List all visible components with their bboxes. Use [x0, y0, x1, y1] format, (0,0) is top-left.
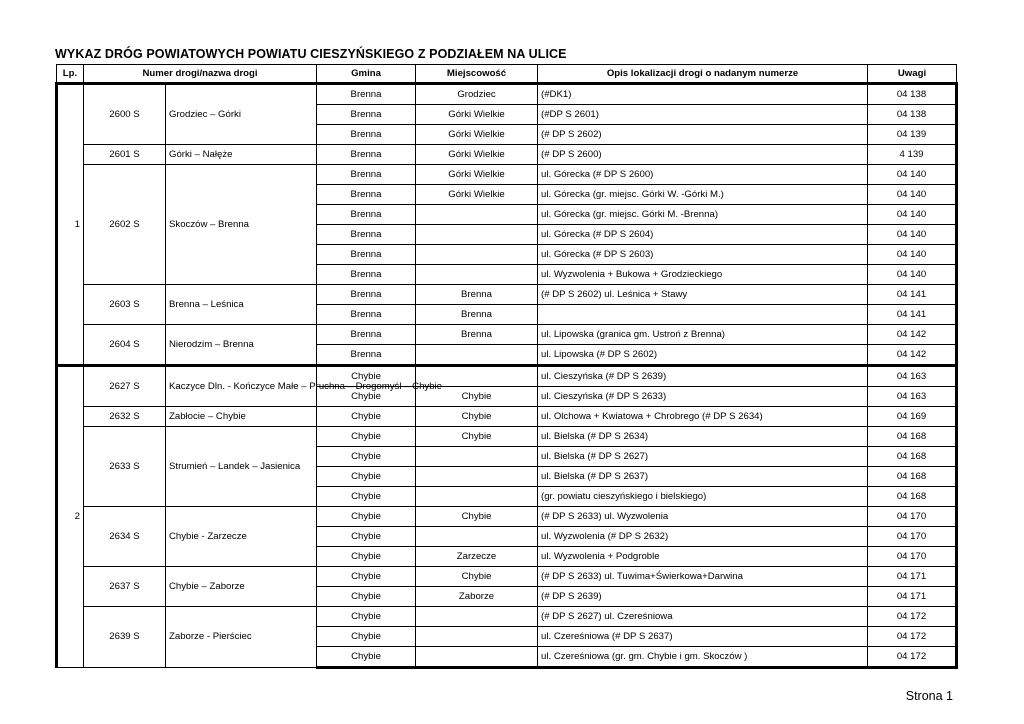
miejscowosc-cell: Chybie	[416, 507, 538, 527]
uwagi-cell: 04 169	[868, 407, 957, 427]
opis-cell: ul. Bielska (# DP S 2634)	[538, 427, 868, 447]
table-row	[57, 145, 957, 165]
gmina-cell: Chybie	[317, 587, 416, 607]
miejscowosc-cell	[416, 345, 538, 366]
opis-cell: ul. Górecka (gr. miejsc. Górki W. -Górki M.)	[538, 185, 868, 205]
opis-cell: ul. Olchowa + Kwiatowa + Chrobrego (# DP S 2634)	[538, 407, 868, 427]
lp-cell: 2	[57, 366, 84, 668]
opis-cell: ul. Wyzwolenia + Bukowa + Grodzieckiego	[538, 265, 868, 285]
table-row	[57, 366, 957, 387]
gmina-cell: Chybie	[317, 507, 416, 527]
road-number-cell: 2601 S	[84, 145, 166, 165]
uwagi-cell: 04 170	[868, 507, 957, 527]
miejscowosc-cell: Górki Wielkie	[416, 145, 538, 165]
uwagi-cell: 04 163	[868, 366, 957, 387]
gmina-cell: Brenna	[317, 265, 416, 285]
opis-cell: ul. Czereśniowa (gr. gm. Chybie i gm. Skoczów )	[538, 647, 868, 668]
gmina-cell: Chybie	[317, 527, 416, 547]
road-name-cell: Chybie – Zaborze	[166, 567, 317, 607]
opis-cell	[538, 305, 868, 325]
uwagi-cell: 04 140	[868, 185, 957, 205]
miejscowosc-cell: Chybie	[416, 387, 538, 407]
uwagi-cell: 04 142	[868, 345, 957, 366]
gmina-cell: Chybie	[317, 387, 416, 407]
uwagi-cell: 04 139	[868, 125, 957, 145]
miejscowosc-cell	[416, 487, 538, 507]
road-number-cell: 2604 S	[84, 325, 166, 366]
uwagi-cell: 04 138	[868, 84, 957, 105]
uwagi-cell: 04 170	[868, 527, 957, 547]
header-lp: Lp.	[57, 65, 84, 84]
road-number-cell: 2627 S	[84, 366, 166, 407]
uwagi-cell: 04 168	[868, 467, 957, 487]
road-name-cell: Brenna – Leśnica	[166, 285, 317, 325]
road-name-cell: Zaborze - Pierściec	[166, 607, 317, 668]
road-number-cell: 2602 S	[84, 165, 166, 285]
opis-cell: ul. Cieszyńska (# DP S 2639)	[538, 366, 868, 387]
miejscowosc-cell: Górki Wielkie	[416, 125, 538, 145]
gmina-cell: Brenna	[317, 165, 416, 185]
table-row	[57, 325, 957, 345]
opis-cell: ul. Górecka (# DP S 2600)	[538, 165, 868, 185]
uwagi-cell: 4 139	[868, 145, 957, 165]
opis-cell: ul. Wyzwolenia (# DP S 2632)	[538, 527, 868, 547]
opis-cell: (# DP S 2627) ul. Czereśniowa	[538, 607, 868, 627]
miejscowosc-cell	[416, 205, 538, 225]
road-name-cell: Grodziec – Górki	[166, 84, 317, 145]
uwagi-cell: 04 171	[868, 587, 957, 607]
miejscowosc-cell	[416, 447, 538, 467]
gmina-cell: Chybie	[317, 607, 416, 627]
gmina-cell: Chybie	[317, 447, 416, 467]
gmina-cell: Chybie	[317, 647, 416, 668]
page-number: Strona 1	[905, 689, 953, 703]
opis-cell: (# DP S 2633) ul. Tuwima+Świerkowa+Darwina	[538, 567, 868, 587]
uwagi-cell: 04 140	[868, 225, 957, 245]
uwagi-cell: 04 172	[868, 627, 957, 647]
uwagi-cell: 04 172	[868, 647, 957, 668]
uwagi-cell: 04 140	[868, 265, 957, 285]
opis-cell: ul. Górecka (# DP S 2603)	[538, 245, 868, 265]
road-name-cell: Zabłocie – Chybie	[166, 407, 317, 427]
road-name-cell: Kaczyce Dln. - Kończyce Małe – Pruchna – Drogomyśl – Chybie	[166, 366, 317, 407]
header-opis: Opis lokalizacji drogi o nadanym numerze	[538, 65, 868, 84]
miejscowosc-cell: Górki Wielkie	[416, 185, 538, 205]
gmina-cell: Brenna	[317, 345, 416, 366]
miejscowosc-cell: Grodziec	[416, 84, 538, 105]
gmina-cell: Brenna	[317, 105, 416, 125]
gmina-cell: Brenna	[317, 225, 416, 245]
uwagi-cell: 04 163	[868, 387, 957, 407]
road-number-cell: 2639 S	[84, 607, 166, 668]
uwagi-cell: 04 138	[868, 105, 957, 125]
uwagi-cell: 04 172	[868, 607, 957, 627]
miejscowosc-cell	[416, 467, 538, 487]
table-row	[57, 84, 957, 105]
uwagi-cell: 04 171	[868, 567, 957, 587]
gmina-cell: Brenna	[317, 125, 416, 145]
road-name-cell: Strumień – Landek – Jasienica	[166, 427, 317, 507]
opis-cell: (# DP S 2602) ul. Leśnica + Stawy	[538, 285, 868, 305]
table-row	[57, 427, 957, 447]
gmina-cell: Brenna	[317, 145, 416, 165]
road-name-cell: Nierodzim – Brenna	[166, 325, 317, 366]
opis-cell: (# DP S 2600)	[538, 145, 868, 165]
opis-cell: ul. Lipowska (granica gm. Ustroń z Brenna)	[538, 325, 868, 345]
lp-cell: 1	[57, 84, 84, 366]
header-miejscowosc: Miejscowość	[416, 65, 538, 84]
uwagi-cell: 04 142	[868, 325, 957, 345]
miejscowosc-cell	[416, 265, 538, 285]
opis-cell: ul. Lipowska (# DP S 2602)	[538, 345, 868, 366]
table-row	[57, 407, 957, 427]
gmina-cell: Brenna	[317, 84, 416, 105]
opis-cell: (#DK1)	[538, 84, 868, 105]
miejscowosc-cell: Brenna	[416, 325, 538, 345]
uwagi-cell: 04 170	[868, 547, 957, 567]
miejscowosc-cell: Zaborze	[416, 587, 538, 607]
uwagi-cell: 04 140	[868, 245, 957, 265]
opis-cell: ul. Górecka (gr. miejsc. Górki M. -Brenna)	[538, 205, 868, 225]
uwagi-cell: 04 140	[868, 165, 957, 185]
miejscowosc-cell	[416, 647, 538, 668]
table-header-row	[57, 65, 957, 84]
uwagi-cell: 04 168	[868, 487, 957, 507]
table-row	[57, 567, 957, 587]
opis-cell: (# DP S 2633) ul. Wyzwolenia	[538, 507, 868, 527]
opis-cell: ul. Bielska (# DP S 2627)	[538, 447, 868, 467]
header-uwagi: Uwagi	[868, 65, 957, 84]
opis-cell: ul. Wyzwolenia + Podgroble	[538, 547, 868, 567]
table-row	[57, 607, 957, 627]
miejscowosc-cell	[416, 527, 538, 547]
gmina-cell: Brenna	[317, 285, 416, 305]
miejscowosc-cell: Chybie	[416, 427, 538, 447]
opis-cell: (#DP S 2601)	[538, 105, 868, 125]
miejscowosc-cell: Górki Wielkie	[416, 105, 538, 125]
table-row	[57, 507, 957, 527]
gmina-cell: Chybie	[317, 366, 416, 387]
miejscowosc-cell	[416, 245, 538, 265]
road-number-cell: 2634 S	[84, 507, 166, 567]
roads-table	[55, 64, 958, 669]
table-body	[57, 84, 957, 668]
gmina-cell: Chybie	[317, 487, 416, 507]
opis-cell: ul. Górecka (# DP S 2604)	[538, 225, 868, 245]
miejscowosc-cell	[416, 225, 538, 245]
gmina-cell: Chybie	[317, 467, 416, 487]
road-number-cell: 2633 S	[84, 427, 166, 507]
opis-cell: ul. Czereśniowa (# DP S 2637)	[538, 627, 868, 647]
opis-cell: ul. Bielska (# DP S 2637)	[538, 467, 868, 487]
gmina-cell: Brenna	[317, 245, 416, 265]
table-row	[57, 285, 957, 305]
gmina-cell: Brenna	[317, 305, 416, 325]
gmina-cell: Chybie	[317, 407, 416, 427]
road-name-cell: Chybie - Zarzecze	[166, 507, 317, 567]
opis-cell: (# DP S 2602)	[538, 125, 868, 145]
miejscowosc-cell: Chybie	[416, 567, 538, 587]
miejscowosc-cell: Górki Wielkie	[416, 165, 538, 185]
road-number-cell: 2600 S	[84, 84, 166, 145]
gmina-cell: Chybie	[317, 567, 416, 587]
miejscowosc-cell: Chybie	[416, 407, 538, 427]
miejscowosc-cell: Brenna	[416, 305, 538, 325]
header-gmina: Gmina	[317, 65, 416, 84]
gmina-cell: Chybie	[317, 427, 416, 447]
miejscowosc-cell: Brenna	[416, 285, 538, 305]
road-name-cell: Skoczów – Brenna	[166, 165, 317, 285]
opis-cell: (# DP S 2639)	[538, 587, 868, 607]
opis-cell: (gr. powiatu cieszyńskiego i bielskiego)	[538, 487, 868, 507]
uwagi-cell: 04 141	[868, 285, 957, 305]
miejscowosc-cell	[416, 627, 538, 647]
header-road: Numer drogi/nazwa drogi	[84, 65, 317, 84]
uwagi-cell: 04 141	[868, 305, 957, 325]
document-title: WYKAZ DRÓG POWIATOWYCH POWIATU CIESZYŃSKIEGO Z PODZIAŁEM NA ULICE	[55, 47, 567, 61]
table-row	[57, 165, 957, 185]
uwagi-cell: 04 168	[868, 447, 957, 467]
gmina-cell: Chybie	[317, 627, 416, 647]
road-name-cell: Górki – Nałęże	[166, 145, 317, 165]
gmina-cell: Brenna	[317, 325, 416, 345]
opis-cell: ul. Cieszyńska (# DP S 2633)	[538, 387, 868, 407]
gmina-cell: Brenna	[317, 205, 416, 225]
miejscowosc-cell: Zarzecze	[416, 547, 538, 567]
road-number-cell: 2637 S	[84, 567, 166, 607]
road-number-cell: 2632 S	[84, 407, 166, 427]
uwagi-cell: 04 140	[868, 205, 957, 225]
gmina-cell: Brenna	[317, 185, 416, 205]
miejscowosc-cell	[416, 607, 538, 627]
gmina-cell: Chybie	[317, 547, 416, 567]
uwagi-cell: 04 168	[868, 427, 957, 447]
road-number-cell: 2603 S	[84, 285, 166, 325]
